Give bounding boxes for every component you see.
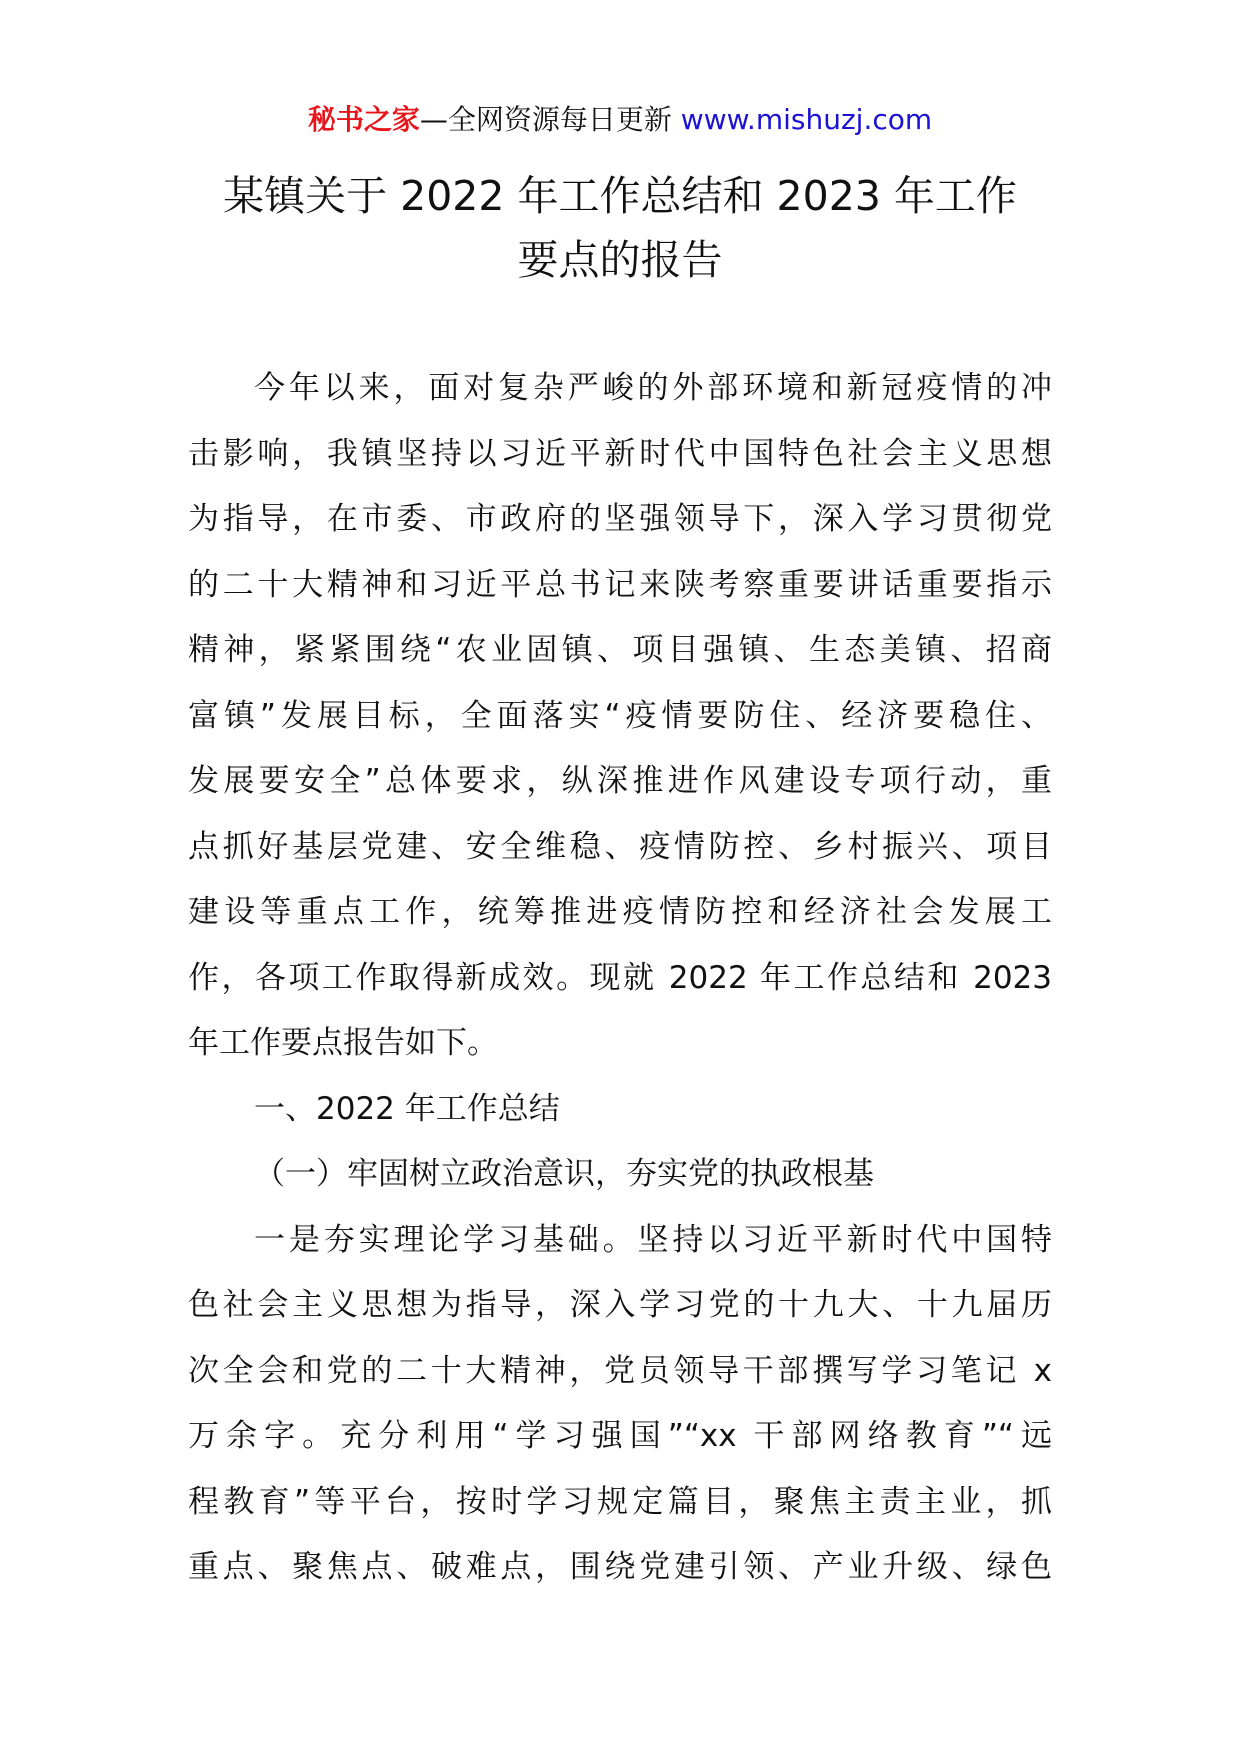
paragraph-line: 点抓好基层党建、安全维稳、疫情防控、乡村振兴、项目 (188, 828, 1052, 865)
document-body (188, 356, 1052, 1601)
paragraph-line: 发展要安全”总体要求，纵深推进作风建设专项行动，重 (188, 763, 1052, 799)
paragraph-line: 为指导，在市委、市政府的坚强领导下，深入学习贯彻党 (188, 501, 1052, 537)
paragraph-line: 建设等重点工作，统筹推进疫情防控和经济社会发展工 (188, 894, 1052, 930)
paragraph-line: 一是夯实理论学习基础。坚持以习近平新时代中国特 (254, 1221, 1052, 1258)
paragraph-line: 作，各项工作取得新成效。现就 2022 年工作总结和 2023 (188, 959, 1052, 996)
section-heading: 一、2022 年工作总结 (254, 1090, 560, 1127)
site-url-link[interactable]: www.mishuzj.com (680, 103, 933, 136)
document-title (150, 164, 1090, 292)
paragraph-line: 程教育”等平台，按时学习规定篇目，聚焦主责主业，抓 (188, 1483, 1052, 1520)
site-tagline: —全网资源每日更新 (419, 103, 672, 136)
paragraph-line: 万余字。充分利用“学习强国”“xx 干部网络教育”“远 (188, 1418, 1052, 1454)
paragraph-line: 今年以来，面对复杂严峻的外部环境和新冠疫情的冲 (254, 370, 1052, 406)
subsection-heading: （一）牢固树立政治意识，夯实党的执政根基 (254, 1156, 874, 1192)
paragraph-line: 击影响，我镇坚持以习近平新时代中国特色社会主义思想 (188, 435, 1052, 472)
document-title-line-1: 某镇关于 2022 年工作总结和 2023 年工作 (223, 172, 1017, 220)
site-brand: 秘书之家 (307, 103, 420, 136)
paragraph-line: 年工作要点报告如下。 (188, 1025, 498, 1061)
paragraph-line: 富镇”发展目标，全面落实“疫情要防住、经济要稳住、 (188, 697, 1052, 734)
paragraph-line: 色社会主义思想为指导，深入学习党的十九大、十九届历 (188, 1287, 1052, 1323)
paragraph-line: 的二十大精神和习近平总书记来陕考察重要讲话重要指示 (188, 566, 1052, 603)
document-title-line-2: 要点的报告 (517, 236, 723, 284)
paragraph-line: 重点、聚焦点、破难点，围绕党建引领、产业升级、绿色 (188, 1549, 1052, 1585)
paragraph-line: 次全会和党的二十大精神，党员领导干部撰写学习笔记 x (188, 1352, 1052, 1389)
paragraph-line: 精神，紧紧围绕“农业固镇、项目强镇、生态美镇、招商 (188, 632, 1052, 668)
site-header (0, 100, 1240, 140)
